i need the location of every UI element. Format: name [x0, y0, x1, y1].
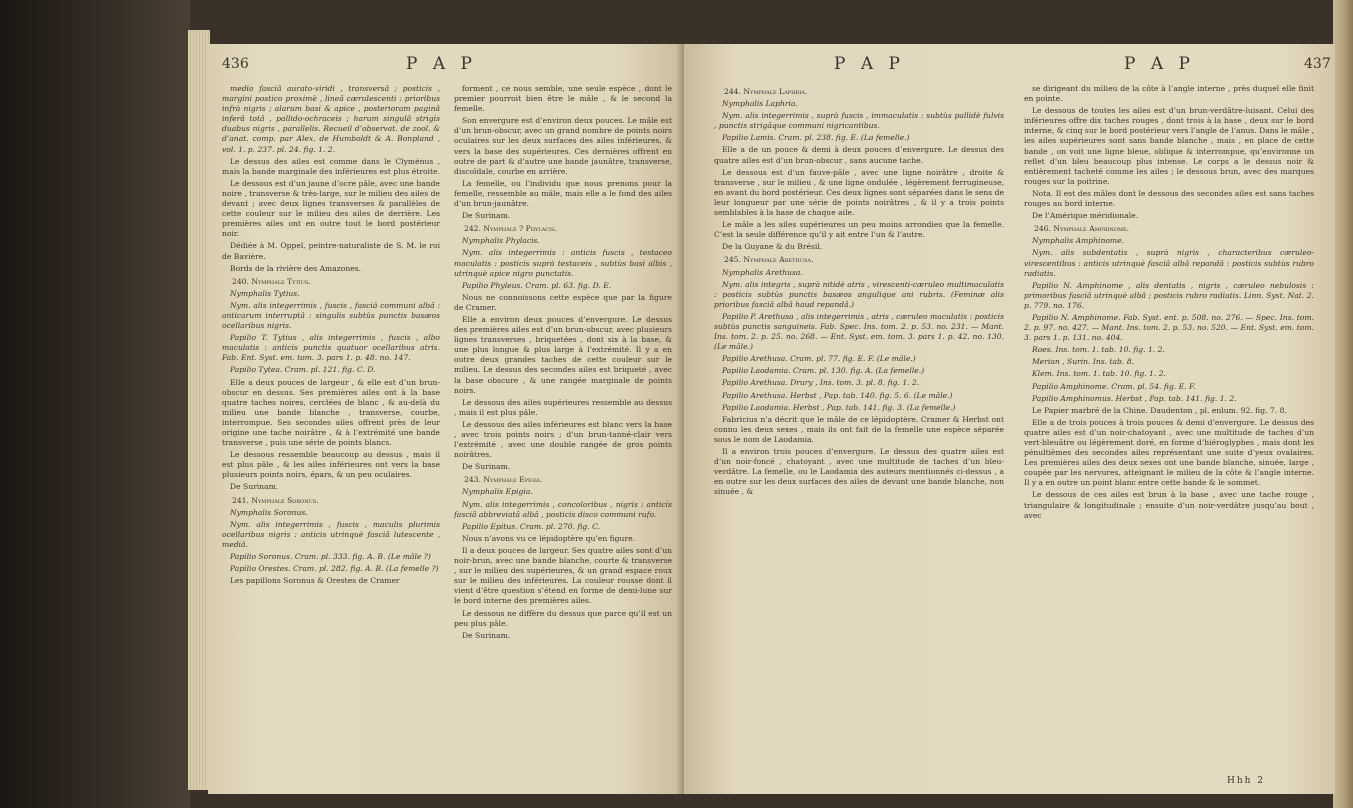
left-page — [208, 44, 686, 794]
paragraph: forment , ce nous semble, une seule espèce , dont le premier pourroit bien être le mâle , & le second la femelle. — [454, 84, 672, 114]
entry-heading: 244. Nymphale Laphria. — [724, 87, 808, 96]
entry-heading: 246. Nymphale Amphinome. — [1034, 224, 1130, 234]
paragraph: Le dessous ne diffère du dessus que parce qu’il est un peu plus pâle. — [454, 608, 672, 628]
paragraph: Papilio N. Amphinome , alis dentatis , nigris , cæruleo nebulosis : primoribus fasciâ utrinquè albâ ; posticis rubro radiatis. Linn. Syst. Nat. 2. p. 779. no. 176. — [1024, 280, 1314, 310]
paragraph: Nymphalis Epigia. — [462, 487, 533, 497]
paragraph: Papilio Laodamia. Herbst , Pap. tab. 141. fig. 3. (La femelle.) — [722, 402, 956, 412]
paragraph: Le Papier marbré de la Chine. Daudenton , pl. enlum. 92. fig. 7. 8. — [1032, 405, 1287, 415]
paragraph: Papilio N. Amphinome. Fab. Syst. ent. p. 508. no. 276. — Spec. Ins. tom. 2. p. 97. no. 427. — Mant. Ins. tom. 2. p. 53. no. 520. — Ent. Syst. em. tom. 3. pars 1. p. 131. no. 404. — [1024, 312, 1314, 343]
paragraph: De l’Amérique méridionale. — [1032, 211, 1139, 221]
paragraph: Papilio Soronus. Cram. pl. 333. fig. A. B. (Le mâle ?) — [230, 552, 431, 562]
paragraph: Bords de la rivière des Amazones. — [230, 263, 362, 273]
paragraph: Elle a deux pouces de largeur , & elle est d’un brun-obscur en dessus. Ses premières ailes ont à la base quatre taches noires, cerclées de blanc , & au-delà du milieu une bande blanche , transverse, courbe, interrompue. Ses secondes ailes offrent près de leur origine une tache noirâtre , & à l’extrémité une bande transverse , puis une série de points blancs. — [222, 377, 440, 448]
paragraph: Nota. Il est des mâles dont le dessous des secondes ailes est sans taches rouges au bord interne. — [1024, 188, 1314, 209]
paragraph: Le dessous des ailes supérieures ressemble au dessus , mais il est plus pâle. — [454, 397, 672, 417]
book-left-edge — [0, 0, 190, 808]
page-number: 437 — [1304, 56, 1331, 72]
paragraph: Nym. alis subdentatis , suprà nigris , characteribus cæruleo-virescentibus : anticis utrinquè fasciâ albâ repandâ : posticis subtùs rubro radiatis. — [1024, 248, 1314, 278]
paragraph: De Surinam. — [462, 630, 511, 640]
paragraph: Le dessous ressemble beaucoup au dessus , mais il est plus pâle , & les ailes inférieures ont vers la base plusieurs points noirs, épars, & un peu oculaires. — [222, 450, 440, 480]
paragraph: Klem. Ins. tom. 1. tab. 10. fig. 1. 2. — [1032, 369, 1166, 379]
paragraph: Nym. alis integerrimis , concoloribus , nigris : anticis fasciâ abbreviatâ albâ , posticis disco communi rufo. — [454, 499, 672, 519]
paragraph: La femelle, ou l’individu que nous prenons pour la femelle, ressemble au mâle, mais elle a le fond des ailes d’un brun-jaunâtre. — [454, 178, 672, 209]
paragraph: Papilio Amphinomus. Herbst , Pap. tab. 141. fig. 1. 2. — [1032, 393, 1237, 403]
paragraph: medio fasciâ aurato-viridi , transversâ ; posticis , margini postico proximè , lineâ cærulescenti : prioribus infrà nigris ; alarum basi & apice , posterioram paginâ inferâ totâ , pallido-ochraceis ; harum singulâ strigis duabus nigris , parallelis. Recueil d’observat. de zool. & d’anat. comp. par Alex. de Humboldt & A. Bonpland , vol. 1. p. 237. pl. 24. fig. 1. 2. — [222, 84, 440, 154]
paragraph: Nous ne connoissons cette espèce que par la figure de Cramer. — [454, 292, 672, 312]
paragraph: Nymphalis Amphinome. — [1032, 236, 1125, 246]
text-column-right — [454, 84, 672, 643]
paragraph: Merian , Surin. Ins. tab. 8. — [1032, 357, 1134, 367]
paragraph: Papilio Tytea. Cram. pl. 121. fig. C. D. — [230, 365, 376, 375]
entry-heading: 245. Nymphale Arethusa. — [724, 255, 814, 265]
paragraph: Le mâle a les ailes supérieures un peu moins arrondies que la femelle. C’est la seule différence qu’il y ait entre l’un & l’autre. — [714, 220, 1004, 240]
paragraph: Son envergure est d’environ deux pouces. Le mâle est d’un brun-obscur, avec un grand nombre de points noirs oculaires sur les deux surfaces des ailes inférieures, & vers la base des supérieures. Ces dernières offrent en outre de part & d’autre une bande jaunâtre, transverse, discoïdale, courbe en arrière. — [454, 116, 672, 176]
paragraph: Le dessous de toutes les ailes est d’un brun-verdâtre-luisant. Celui des inférieures offre dix taches rouges , dont trois à la base , deux sur le bord interne, & cinq sur le bord postérieur vers l’angle de l’anus. Dans le mâle , les ailes supérieures sont sans bande blanche , mais , en place de cette bande , on voit une ligne bleue, oblique & interrompue, qu’environne un reflet d’un bleu beaucoup plus intense. Le corps a le dessus noir & entièrement tacheté comme les ailes ; le dessous brun, avec des marques rouges sur la poitrine. — [1024, 106, 1314, 186]
paragraph: Papilio Arethusa. Herbst , Pap. tab. 140. fig. 5. 6. (Le mâle.) — [722, 390, 953, 400]
paragraph: Nymphalis Phylacis. — [462, 236, 540, 246]
paragraph: Nymphalis Tytius. — [230, 288, 300, 298]
paragraph: Il a deux pouces de largeur. Ses quatre ailes sont d’un noir-brun, avec une bande blanche, courte & transverse , sur le milieu des supérieures, & un grand espace roux sur le milieu des inférieures. La couleur rousse dont il vient d’être question s’étend en forme de demi-lune sur le bord interne des premières ailes. — [454, 545, 672, 606]
paragraph: Nym. alis integerrimis : anticis fuscis , testaceo maculatis : posticis suprà testaceis , subtùs basi albis , utrinquè apice nigro punctatis. — [454, 248, 672, 278]
running-head: P A P — [834, 54, 905, 74]
paragraph: De la Guyane & du Brésil. — [722, 242, 823, 252]
paragraph: Papilio Epitus. Cram. pl. 270. fig. C. — [462, 521, 601, 531]
text-column-left — [714, 84, 1004, 499]
paragraph: Papilio Lamis. Cram. pl. 238. fig. E. (La femelle.) — [722, 133, 910, 143]
paragraph: Nymphalis Soronus. — [230, 507, 308, 517]
paragraph: Le dessus des ailes est comme dans le Clyménus , mais la bande marginale des inférieures est plus étroite. — [222, 156, 440, 176]
paragraph: Elle a de un pouce & demi à deux pouces d’envergure. Le dessus des quatre ailes est d’un brun-obscur , sans aucune tache. — [714, 145, 1004, 165]
entry-heading: 240. Nymphale Tytius. — [232, 276, 311, 286]
paragraph: Nym. alis integerrimis , fuscis , maculis plurimis ocellaribus nigris : anticis utrinquè fasciâ lutescente , mediâ. — [222, 519, 440, 549]
paragraph: Il a environ trois pouces d’envergure. Le dessus des quatre ailes est d’un noir-foncé , chatoyant , avec une multitude de taches d’un bleu-verdâtre. La femelle, ou le Laodamia des auteurs mentionnés ci-dessus , a en outre sur les deux surfaces des ailes de devant une bande blanche, non sinuée , & — [714, 447, 1004, 497]
page-stack — [188, 30, 210, 790]
paragraph: Elle a environ deux pouces d’envergure. Le dessus des premières ailes est d’un brun-obscur, avec plusieurs lignes transverses , briquetées , dont six à la base, & une plus longue & plus large à l’extrémité. Il y a en outre deux grandes taches de cette couleur sur le milieu. Le dessus des secondes ailes est briqueté , avec la base obscure , & une rangée marginale de points noirs. — [454, 314, 672, 395]
paragraph: Papilio Orestes. Cram. pl. 282. fig. A. B. (La femelle ?) — [230, 564, 439, 574]
paragraph: Nous n’avons vu ce lépidoptère qu’en figure. — [462, 533, 635, 543]
paragraph: Nymphalis Laphria. — [722, 99, 798, 109]
paragraph: Le dessous est d’un jaune d’ocre pâle, avec une bande noire , transverse & très-large, sur le milieu des ailes de devant ; avec deux lignes transverses & parallèles de cette couleur sur le milieu des ailes de derrière. Les premières ailes ont en outre tout le bord postérieur noir. — [222, 178, 440, 239]
running-head-right: P A P — [1124, 54, 1195, 74]
paragraph: Papilio Arethusa. Cram. pl. 77. fig. E. F. (Le mâle.) — [722, 354, 916, 364]
signature-mark: Hhh 2 — [1226, 776, 1265, 786]
paragraph: Le dessous de ces ailes est brun à la base , avec une tache rouge , triangulaire & longitudinale ; ensuite d’un noir-verdâtre jusqu’au bout , avec — [1024, 490, 1314, 520]
text-column-left — [222, 84, 440, 588]
paragraph: Papilio Laodamia. Cram. pl. 130. fig. A. (La femelle.) — [722, 366, 925, 376]
entry-heading: 243. Nymphale Epigia. — [464, 475, 542, 485]
paragraph: Nym. alis integerrimis , suprà fuscis , immaculatis : subtùs pallidè fulvis , punctis strigâque communi nigricantibus. — [714, 111, 1004, 131]
text-column-right — [1024, 84, 1314, 523]
paragraph: Le dessous est d’un fauve-pâle , avec une ligne noirâtre , droite & transverse , sur le milieu , & une ligne ondulée , légèrement ferrugineuse, en avant du bord postérieur. Ces deux lignes sont séparées dans le sens de leur longueur par une série de points noirâtres , & il y a trois points semblables à la base de chaque aile. — [714, 167, 1004, 218]
paragraph: Dédiée à M. Oppel, peintre-naturaliste de S. M. le roi de Bavière. — [222, 241, 440, 261]
paragraph: Nym. alis integris , suprà nitidè atris , virescenti-cæruleo multimaculatis : posticis subtùs punctis basæos angulique ani rubris. (Feminæ alis prioribus fasciâ albâ haud repandâ.) — [714, 279, 1004, 309]
paragraph: Papilio P. Arethusa , alis integerrimis , atris , cæruleo maculatis : posticis subtùs punctis sanguineis. Fab. Spec. Ins. tom. 2. p. 53. no. 231. — Mant. Ins. tom. 2. p. 25. no. 268. — Ent. Syst. em. tom. 3. pars 1. p. 42. no. 130. (Le mâle.) — [714, 311, 1004, 352]
paragraph: Papilio Phyleus. Cram. pl. 63. fig. D. E. — [462, 280, 612, 290]
entry-heading: 241. Nymphale Soronus. — [232, 495, 319, 505]
paragraph: Nymphalis Arethusa. — [722, 267, 803, 277]
paragraph: Elle a de trois pouces à trois pouces & demi d’envergure. Le dessus des quatre ailes est d’un noir-chatoyant , avec une multitude de taches d’un vert-bleuâtre ou légèrement doré, en forme d’hiéroglyphes , mais dont les pénultièmes des secondes ailes représentant une suite d’yeux ovalaires. Les premières ailes des deux sexes ont une bande blanche, sinuée, large , coupée par les nervures, atteignant le milieu de la côte & l’angle interne. Il y a en outre un point blanc entre cette bande & le sommet. — [1024, 417, 1314, 488]
paragraph: Papilio Arethusa. Drury , Ins. tom. 3. pl. 8. fig. 1. 2. — [722, 378, 920, 388]
book-right-edge — [1333, 0, 1353, 808]
paragraph: Papilio Amphinome. Cram. pl. 54. fig. E. F. — [1032, 381, 1196, 391]
right-page — [684, 44, 1335, 794]
paragraph: Les papillons Soronus & Orestes de Cramer — [230, 576, 400, 586]
paragraph: Nym. alis integerrimis , fuscis , fasciâ communi albâ : anticarum interruptâ : singulis subtùs punctis basæos ocellaribus nigris. — [222, 300, 440, 331]
paragraph: De Surinam. — [462, 462, 511, 472]
paragraph: Fabricius n’a décrit que le mâle de ce lépidoptère. Cramer & Herbst ont connu les deux sexes , mais ils ont fait de la femelle une espèce séparée sous le nom de Laodamia. — [714, 414, 1004, 444]
page-number: 436 — [222, 56, 249, 72]
paragraph: Papilio T. Tytius , alis integerrimis , fuscis , albo maculatis : anticis punctis quatuor ocellaribus atris. Fab. Ent. Syst. em. tom. 3. pars 1. p. 48. no. 147. — [222, 333, 440, 363]
paragraph: Le dessous des ailes inférieures est blanc vers la base , avec trois points noirs ; d’un brun-tanné-clair vers l’extrémité , avec une double rangée de gros points noirâtres. — [454, 419, 672, 460]
entry-heading: 242. Nymphale ? Phylacis. — [464, 224, 557, 234]
paragraph: se dirigeant du milieu de la côte à l’angle interne , près duquel elle finit en pointe. — [1024, 84, 1314, 104]
paragraph: De Surinam. — [462, 211, 511, 221]
paragraph: Roes. Ins. tom. 1. tab. 10. fig. 1. 2. — [1032, 345, 1165, 355]
paragraph: De Surinam. — [230, 482, 279, 492]
running-head: P A P — [406, 54, 477, 74]
